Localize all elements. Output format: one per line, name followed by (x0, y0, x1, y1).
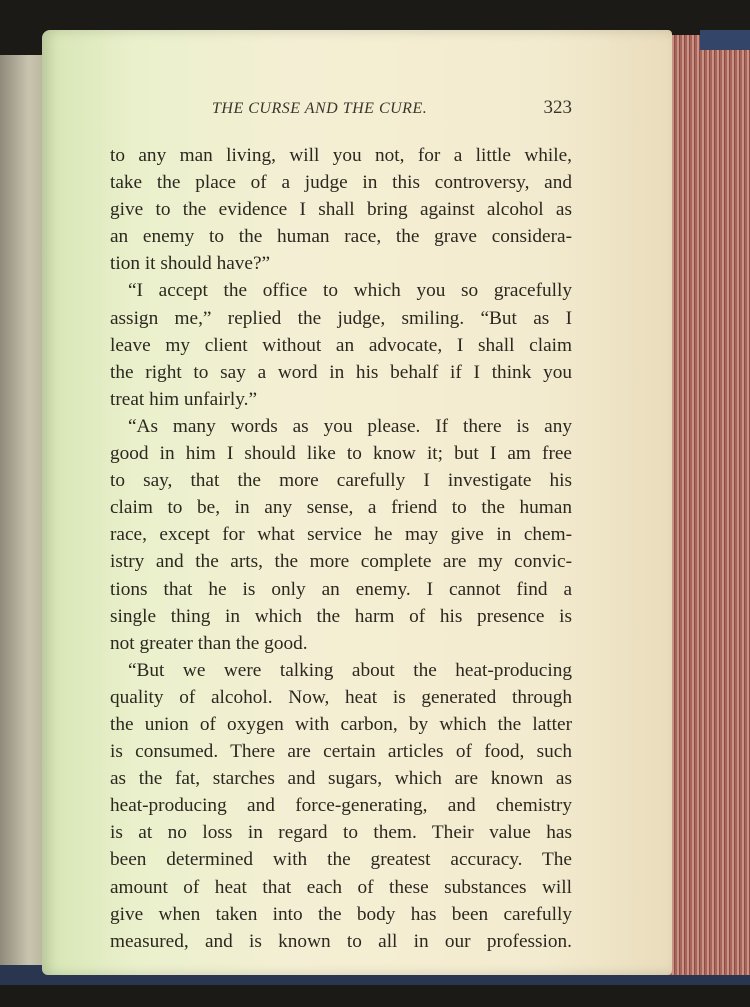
page-number: 323 (543, 97, 572, 118)
text-line: race, except for what service he may give in chem- (110, 524, 572, 546)
text-line: give to the evidence I shall bring against alcohol as (110, 199, 572, 221)
text-line: “But we were talking about the heat-producing (128, 659, 572, 681)
text-line: single thing in which the harm of his presence is (110, 605, 572, 627)
text-line: quality of alcohol. Now, heat is generated through (110, 686, 572, 708)
text-line: “As many words as you please. If there is any (128, 415, 572, 437)
text-line: amount of heat that each of these substances will (110, 876, 572, 898)
book-cover-corner (700, 30, 750, 50)
text-line: measured, and is known to all in our profession. (110, 930, 572, 952)
text-line: take the place of a judge in this controversy, and (110, 172, 572, 194)
text-line: is at no loss in regard to them. Their value has (110, 822, 572, 844)
body-text (110, 142, 572, 955)
text-line: good in him I should like to know it; but I am free (110, 443, 572, 465)
text-line: to say, that the more carefully I investigate his (110, 470, 572, 492)
text-line: heat-producing and force-generating, and chemistry (110, 795, 572, 817)
text-line: assign me,” replied the judge, smiling. “But as I (110, 307, 572, 329)
text-line: not greater than the good. (110, 632, 308, 654)
left-page-edge (0, 55, 48, 980)
text-line: leave my client without an advocate, I shall claim (110, 334, 572, 356)
text-line: to any man living, will you not, for a little while, (110, 145, 572, 166)
text-line: the union of oxygen with carbon, by which the latter (110, 713, 572, 735)
text-line: been determined with the greatest accuracy. The (110, 849, 572, 871)
running-title: THE CURSE AND THE CURE. (212, 100, 428, 117)
text-line: “I accept the office to which you so gracefully (128, 280, 572, 302)
text-line: istry and the arts, the more complete are my convic- (110, 551, 572, 573)
text-line: tion it should have?” (110, 253, 271, 275)
text-line: the right to say a word in his behalf if I think you (110, 361, 572, 383)
text-line: claim to be, in any sense, a friend to the human (110, 497, 572, 519)
text-line: tions that he is only an enemy. I cannot find a (110, 578, 572, 600)
text-line: as the fat, starches and sugars, which are known as (110, 768, 572, 790)
text-line: treat him unfairly.” (110, 388, 258, 410)
text-line: is consumed. There are certain articles of food, such (110, 741, 572, 763)
text-line: give when taken into the body has been carefully (110, 903, 572, 925)
text-line: an enemy to the human race, the grave considera- (110, 226, 572, 248)
